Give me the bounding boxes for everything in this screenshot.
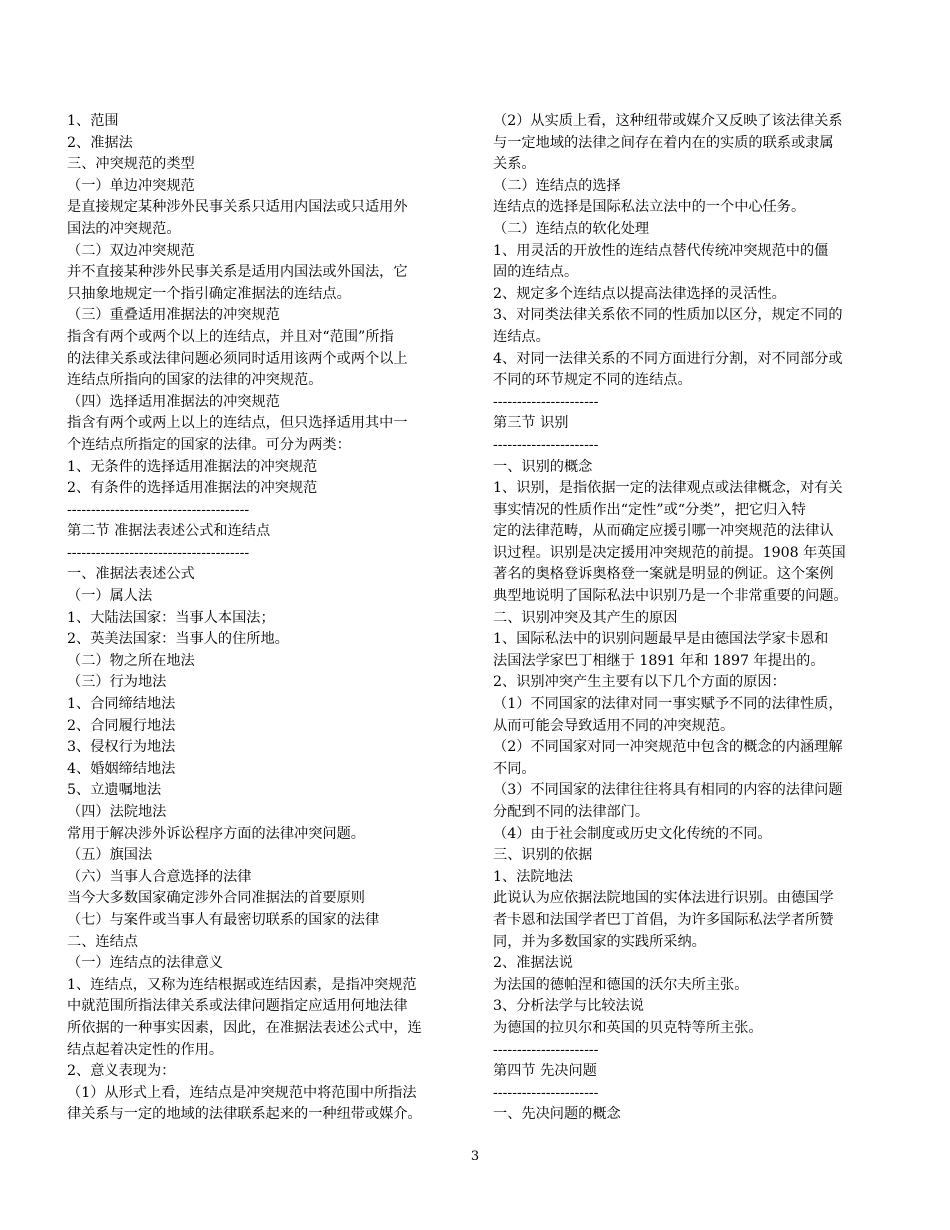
text-line: ---------------------- xyxy=(493,436,599,453)
text-line: 个连结点所指定的国家的法律。可分为两类： xyxy=(67,436,351,453)
text-line: 三、冲突规范的类型 xyxy=(67,156,195,173)
text-line: 2、准据法说 xyxy=(493,955,573,972)
text-line: （1）从形式上看，连结点是冲突规范中将范围中所指法 xyxy=(67,1084,417,1101)
text-line: （一）连结点的法律意义 xyxy=(67,955,224,972)
text-line: 指含有两个或两上以上的连结点，但只选择适用其中一 xyxy=(67,415,408,432)
text-line: 3、侵权行为地法 xyxy=(67,739,176,756)
text-line: 定的法律范畴，从而确定应援引哪一冲突规范的法律认 xyxy=(493,523,834,540)
text-line: 2、识别冲突产生主要有以下几个方面的原因： xyxy=(493,674,786,691)
text-line: 国法的冲突规范。 xyxy=(67,220,181,237)
text-line: 二、识别冲突及其产生的原因 xyxy=(493,609,678,626)
text-line: 为法国的德帕涅和德国的沃尔夫所主张。 xyxy=(493,976,749,993)
text-line: 一、准据法表述公式 xyxy=(67,566,195,583)
text-line: 4、对同一法律关系的不同方面进行分割，对不同部分或 xyxy=(493,350,843,367)
text-line: （2）从实质上看，这种纽带或媒介又反映了该法律关系 xyxy=(493,113,843,129)
text-line: 2、规定多个连结点以提高法律选择的灵活性。 xyxy=(493,285,786,302)
text-line: 连结点。 xyxy=(493,328,550,345)
text-line: 不同。 xyxy=(493,760,536,777)
right-text-column xyxy=(493,111,898,1126)
text-line: 只抽象地规定一个指引确定准据法的连结点。 xyxy=(67,285,351,302)
text-line: 识过程。识别是决定援用冲突规范的前提。1908 年英国 xyxy=(493,544,846,561)
text-line: 与一定地域的法律之间存在着内在的实质的联系或隶属 xyxy=(493,134,834,151)
text-line: （3）不同国家的法律往往将具有相同的内容的法律问题 xyxy=(493,782,843,799)
text-line: 1、法院地法 xyxy=(493,868,573,885)
text-line: 结点起着决定性的作用。 xyxy=(67,1041,224,1058)
text-line: 1、范围 xyxy=(67,113,119,129)
text-line: 从而可能会导致适用不同的冲突规范。 xyxy=(493,717,735,734)
text-line: （二）连结点的软化处理 xyxy=(493,220,650,237)
text-line: 是直接规定某种涉外民事关系只适用内国法或只适用外 xyxy=(67,199,408,216)
text-line: 指含有两个或两个以上的连结点，并且对“范围”所指 xyxy=(67,328,394,345)
text-line: 4、婚姻缔结地法 xyxy=(67,760,176,777)
text-line: 1、大陆法国家：当事人本国法； xyxy=(67,609,275,626)
text-line: 2、有条件的选择适用准据法的冲突规范 xyxy=(67,480,318,497)
text-line: -------------------------------------- xyxy=(67,501,250,518)
text-line: （4）由于社会制度或历史文化传统的不同。 xyxy=(493,825,772,842)
text-line: （六）当事人合意选择的法律 xyxy=(67,868,252,885)
text-line: 第二节 准据法表述公式和连结点 xyxy=(67,523,271,540)
text-line: （一）单边冲突规范 xyxy=(67,177,195,194)
text-line: 一、识别的概念 xyxy=(493,458,593,475)
text-line: 2、合同履行地法 xyxy=(67,717,176,734)
text-line: 3、分析法学与比较法说 xyxy=(493,998,644,1015)
text-line: 1、合同缔结地法 xyxy=(67,696,176,713)
text-line: 关系。 xyxy=(493,156,536,173)
text-line: 一、先决问题的概念 xyxy=(493,1106,621,1123)
text-line: 为德国的拉贝尔和英国的贝克特等所主张。 xyxy=(493,1019,763,1036)
text-line: 固的连结点。 xyxy=(493,264,579,281)
text-line: 1、无条件的选择适用准据法的冲突规范 xyxy=(67,458,318,475)
text-line: 此说认为应依据法院地国的实体法进行识别。由德国学 xyxy=(493,890,834,907)
text-line: 1、国际私法中的识别问题最早是由德国法学家卡恩和 xyxy=(493,631,829,648)
text-line: 中就范围所指法律关系或法律问题指定应适用何地法律 xyxy=(67,998,408,1015)
text-line: （2）不同国家对同一冲突规范中包含的概念的内涵理解 xyxy=(493,739,843,756)
text-line: 第四节 先决问题 xyxy=(493,1063,597,1080)
text-line: 著名的奥格登诉奥格登一案就是明显的例证。这个案例 xyxy=(493,566,834,583)
text-line: 所依据的一种事实因素，因此，在准据法表述公式中，连 xyxy=(67,1019,422,1036)
text-line: （二）物之所在地法 xyxy=(67,652,195,669)
page-number: 3 xyxy=(470,1149,480,1164)
text-line: （七）与案件或当事人有最密切联系的国家的法律 xyxy=(67,911,380,928)
text-line: 法国法学家巴丁相继于 1891 年和 1897 年提出的。 xyxy=(493,652,825,669)
text-line: 当今大多数国家确定涉外合同准据法的首要原则 xyxy=(67,890,365,907)
text-line: 常用于解决涉外诉讼程序方面的法律冲突问题。 xyxy=(67,825,365,842)
text-line: 1、用灵活的开放性的连结点替代传统冲突规范中的僵 xyxy=(493,242,829,259)
text-line: ---------------------- xyxy=(493,393,599,410)
text-line: （二）连结点的选择 xyxy=(493,177,621,194)
text-line: 2、准据法 xyxy=(67,134,133,151)
text-line: 并不直接某种涉外民事关系是适用内国法或外国法，它 xyxy=(67,264,408,281)
text-line: （三）行为地法 xyxy=(67,674,167,691)
text-line: 同，并为多数国家的实践所采纳。 xyxy=(493,933,706,950)
text-line: （五）旗国法 xyxy=(67,847,153,864)
text-line: 不同的环节规定不同的连结点。 xyxy=(493,372,692,389)
text-line: 5、立遗嘱地法 xyxy=(67,782,162,799)
text-line: 事实情况的性质作出“定性”或“分类”，把它归入特 xyxy=(493,501,806,518)
text-line: 3、对同类法律关系依不同的性质加以区分，规定不同的 xyxy=(493,307,843,324)
text-line: ---------------------- xyxy=(493,1041,599,1058)
left-text-column xyxy=(67,111,472,1126)
text-line: -------------------------------------- xyxy=(67,544,250,561)
text-line: （三）重叠适用准据法的冲突规范 xyxy=(67,307,280,324)
text-line: ---------------------- xyxy=(493,1084,599,1101)
text-line: 的法律关系或法律问题必须同时适用该两个或两个以上 xyxy=(67,350,408,367)
text-line: 1、识别，是指依据一定的法律观点或法律概念，对有关 xyxy=(493,480,843,497)
text-line: 第三节 识别 xyxy=(493,415,569,432)
text-line: 律关系与一定的地域的法律联系起来的一种纽带或媒介。 xyxy=(67,1106,422,1123)
text-line: 二、连结点 xyxy=(67,933,138,950)
text-line: 2、意义表现为： xyxy=(67,1063,176,1080)
text-line: 1、连结点，又称为连结根据或连结因素，是指冲突规范 xyxy=(67,976,417,993)
text-line: （四）选择适用准据法的冲突规范 xyxy=(67,393,280,410)
text-line: 典型地说明了国际私法中识别乃是一个非常重要的问题。 xyxy=(493,588,848,605)
text-line: （一）属人法 xyxy=(67,588,153,605)
text-line: 者卡恩和法国学者巴丁首倡，为许多国际私法学者所赞 xyxy=(493,911,834,928)
text-line: （1）不同国家的法律对同一事实赋予不同的法律性质， xyxy=(493,696,843,713)
text-line: 连结点的选择是国际私法立法中的一个中心任务。 xyxy=(493,199,806,216)
text-line: （二）双边冲突规范 xyxy=(67,242,195,259)
text-line: 三、识别的依据 xyxy=(493,847,593,864)
text-line: 2、英美法国家：当事人的住所地。 xyxy=(67,631,289,648)
text-line: 分配到不同的法律部门。 xyxy=(493,804,650,820)
text-line: （四）法院地法 xyxy=(67,804,167,820)
text-line: 连结点所指向的国家的法律的冲突规范。 xyxy=(67,372,323,389)
